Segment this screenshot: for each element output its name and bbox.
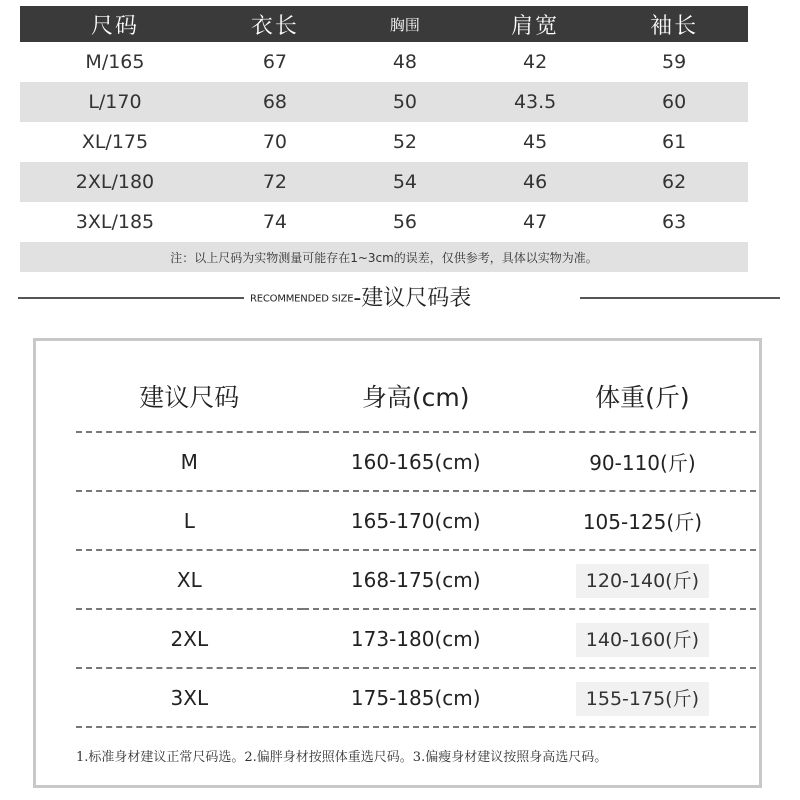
table-row xyxy=(76,609,756,668)
cell-size: 2XL xyxy=(76,609,303,668)
header-sleeve: 袖长 xyxy=(600,6,748,42)
cell-size: 2XL/180 xyxy=(20,162,210,202)
table-row xyxy=(20,82,748,122)
table-row xyxy=(20,162,748,202)
cell-shoulder: 42 xyxy=(470,42,600,82)
header-recommended-size: 建议尺码 xyxy=(76,361,303,432)
table-row xyxy=(76,550,756,609)
cell-weight xyxy=(529,550,756,609)
size-chart-header-row xyxy=(20,6,748,42)
cell-sleeve: 63 xyxy=(600,202,748,242)
weight-value: 120-140(斤) xyxy=(576,564,709,598)
table-row xyxy=(20,122,748,162)
table-row xyxy=(76,432,756,491)
recommended-footnote: 1.标准身材建议正常尺码选。2.偏胖身材按照体重选尺码。3.偏瘦身材建议按照身高选尺码。 xyxy=(76,750,608,765)
cell-size: 3XL xyxy=(76,668,303,727)
recommended-size-box xyxy=(33,338,762,788)
cell-sleeve: 61 xyxy=(600,122,748,162)
weight-value: 155-175(斤) xyxy=(576,682,709,716)
header-size: 尺码 xyxy=(20,6,210,42)
cell-weight xyxy=(529,668,756,727)
cell-height: 160-165(cm) xyxy=(303,432,529,491)
cell-height: 173-180(cm) xyxy=(303,609,529,668)
cell-shoulder: 45 xyxy=(470,122,600,162)
cell-size: 3XL/185 xyxy=(20,202,210,242)
cell-length: 72 xyxy=(210,162,340,202)
table-row xyxy=(20,42,748,82)
cell-sleeve: 60 xyxy=(600,82,748,122)
header-shoulder: 肩宽 xyxy=(470,6,600,42)
table-row xyxy=(76,668,756,727)
recommended-title-cn: -建议尺码表 xyxy=(353,286,472,311)
cell-weight: 90-110(斤) xyxy=(529,432,756,491)
cell-length: 74 xyxy=(210,202,340,242)
header-height: 身高(cm) xyxy=(303,361,529,432)
cell-shoulder: 46 xyxy=(470,162,600,202)
cell-size: XL/175 xyxy=(20,122,210,162)
cell-chest: 50 xyxy=(340,82,470,122)
recommended-title xyxy=(250,281,576,312)
cell-chest: 48 xyxy=(340,42,470,82)
cell-weight xyxy=(529,609,756,668)
weight-value: 140-160(斤) xyxy=(576,623,709,657)
cell-height: 168-175(cm) xyxy=(303,550,529,609)
header-weight: 体重(斤) xyxy=(529,361,756,432)
table-row xyxy=(20,202,748,242)
size-chart-table xyxy=(20,6,748,272)
recommended-title-en: RECOMMENDED SIZE xyxy=(250,293,354,305)
cell-length: 67 xyxy=(210,42,340,82)
cell-length: 68 xyxy=(210,82,340,122)
cell-sleeve: 59 xyxy=(600,42,748,82)
cell-shoulder: 43.5 xyxy=(470,82,600,122)
cell-chest: 54 xyxy=(340,162,470,202)
cell-height: 165-170(cm) xyxy=(303,491,529,550)
table-row xyxy=(76,491,756,550)
recommended-header-row xyxy=(76,361,756,432)
cell-size: L/170 xyxy=(20,82,210,122)
size-chart-note: 注：以上尺码为实物测量可能存在1~3cm的误差，仅供参考，具体以实物为准。 xyxy=(20,242,748,272)
cell-length: 70 xyxy=(210,122,340,162)
cell-weight: 105-125(斤) xyxy=(529,491,756,550)
cell-size: M/165 xyxy=(20,42,210,82)
note-row xyxy=(20,242,748,272)
cell-sleeve: 62 xyxy=(600,162,748,202)
cell-size: M xyxy=(76,432,303,491)
cell-shoulder: 47 xyxy=(470,202,600,242)
divider-line-right xyxy=(580,297,780,299)
cell-chest: 56 xyxy=(340,202,470,242)
cell-chest: 52 xyxy=(340,122,470,162)
cell-height: 175-185(cm) xyxy=(303,668,529,727)
header-chest: 胸围 xyxy=(340,6,470,42)
divider-line-left xyxy=(18,297,244,299)
header-length: 衣长 xyxy=(210,6,340,42)
cell-size: L xyxy=(76,491,303,550)
cell-size: XL xyxy=(76,550,303,609)
recommended-size-table xyxy=(76,361,756,728)
